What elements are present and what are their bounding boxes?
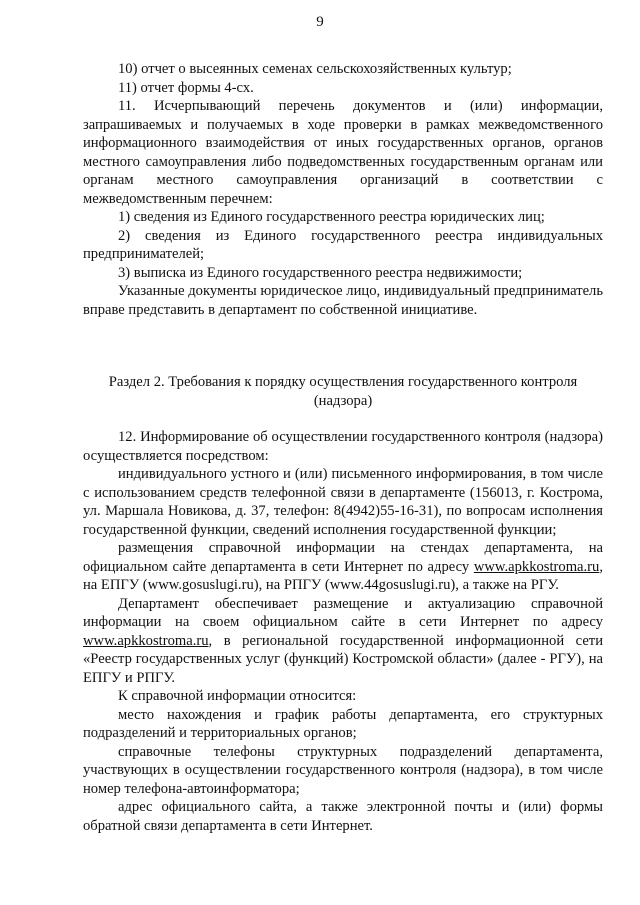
paragraph: место нахождения и график работы департамента, его структурных подразделений и территориальных органов; — [83, 706, 603, 741]
website-link[interactable]: www.apkkostroma.ru — [473, 558, 600, 575]
paragraph: К справочной информации относится: — [118, 688, 357, 704]
paragraph-text: , в региональной государственной информационной сети «Реестр государственных услуг (функций) Костромской области» (далее - РГУ), на ЕПГУ и РПГУ. — [83, 632, 603, 686]
list-item: 11) отчет формы 4-сх. — [118, 79, 254, 96]
paragraph: 11. Исчерпывающий перечень документов и (или) информации, запрашиваемых и получаемых в ходе проверки в рамках межведомственного информационного взаимодействия от иных государственных органов, органов местного самоуправления либо подведомственных государственным органам или органам местного самоуправления организаций в соответствии с межведомственным перечнем: — [83, 98, 603, 207]
paragraph-text: , на ЕПГУ (www.gosuslugi.ru), на РПГУ (www.44gosuslugi.ru), а также на РГУ. — [83, 558, 603, 593]
section-heading: Раздел 2. Требования к порядку осуществления государственного контроля (надзора) — [108, 374, 578, 409]
document-block-2 — [83, 428, 603, 835]
document-block-1 — [83, 60, 603, 319]
list-item: 1) сведения из Единого государственного реестра юридических лиц; — [118, 209, 545, 225]
list-item: 2) сведения из Единого государственного реестра индивидуальных предпринимателей; — [83, 227, 603, 262]
list-item: 3) выписка из Единого государственного реестра недвижимости; — [118, 264, 523, 281]
list-item: 10) отчет о высеянных семенах сельскохозяйственных культур; — [118, 61, 512, 77]
website-link[interactable]: www.apkkostroma.ru — [83, 632, 209, 649]
paragraph — [83, 539, 603, 595]
paragraph — [83, 595, 603, 688]
page-number: 9 — [316, 14, 324, 30]
paragraph: Указанные документы юридическое лицо, индивидуальный предприниматель вправе представить в департамент по собственной инициативе. — [83, 283, 603, 318]
paragraph: 12. Информирование об осуществлении государственного контроля (надзора) осуществляется посредством: — [83, 429, 603, 464]
paragraph: индивидуального устного и (или) письменного информирования, в том числе с использованием средств телефонной связи в департаменте (156013, г. Кострома, ул. Маршала Новикова, д. 37, телефон: 8(4942)55-16-31), по вопросам исполнения государственной функции, сведений исполнения государственной функции; — [83, 466, 603, 538]
paragraph-text: размещения справочной информации на стендах департамента, на официальном сайте департамента в сети Интернет по адресу — [83, 540, 603, 575]
paragraph-text: Департамент обеспечивает размещение и актуализацию справочной информации на своем официальном сайте в сети Интернет по адресу — [83, 595, 603, 630]
paragraph: адрес официального сайта, а также электронной почты и (или) формы обратной связи департамента в сети Интернет. — [83, 799, 603, 834]
paragraph: справочные телефоны структурных подразделений департамента, участвующих в осуществлении государственного контроля (надзора), в том числе номер телефона-автоинформатора; — [83, 743, 603, 797]
